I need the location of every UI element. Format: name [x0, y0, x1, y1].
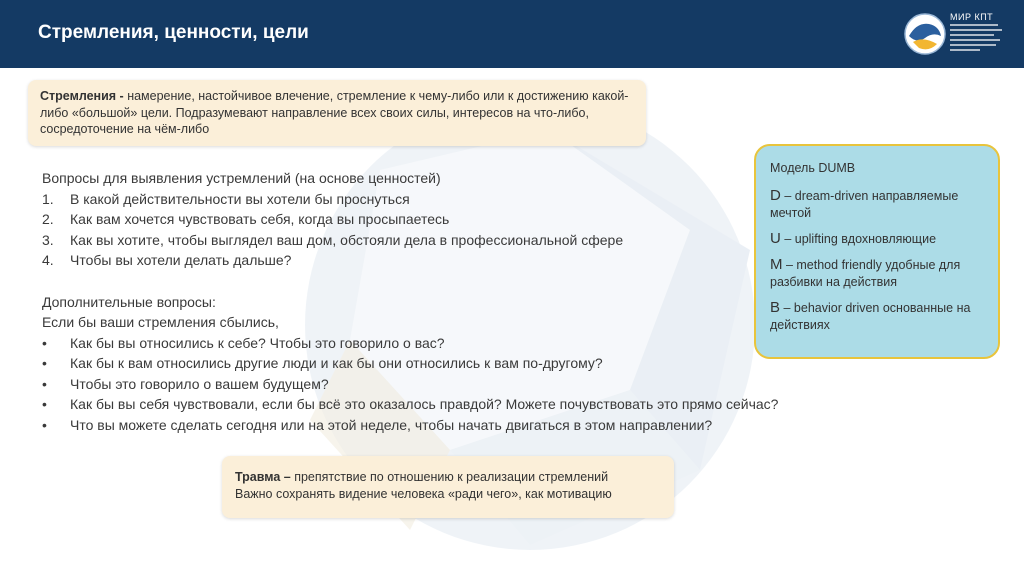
- logo-subtitle-lines: [950, 24, 1002, 54]
- definition-text: намерение, настойчивое влечение, стремление к чему-либо или к достижению какой-либо «большой» цели. Подразумевают направление всех своих силы, интересов на что-либо, сосредоточение на чём-либо: [40, 89, 629, 136]
- bullet: •: [42, 416, 47, 433]
- list-item: [42, 333, 802, 354]
- list-item-text: Что вы можете сделать сегодня или на этой неделе, чтобы начать двигаться в этом направлении?: [70, 416, 713, 433]
- bullet: •: [42, 334, 47, 351]
- dumb-letter: D: [770, 187, 781, 204]
- list-item: [42, 353, 802, 374]
- list-item-text: Чтобы это говорило о вашем будущем?: [70, 375, 329, 392]
- dumb-model-box: [754, 144, 1000, 359]
- dumb-item-text: – uplifting вдохновляющие: [780, 232, 937, 246]
- trauma-term: Травма –: [235, 470, 291, 484]
- dumb-letter: U: [770, 230, 781, 247]
- questions-section: [42, 168, 802, 435]
- bullet: •: [42, 355, 47, 371]
- additional-subheading: Если бы ваши стремления сбылись,: [42, 314, 279, 330]
- bullet: •: [42, 375, 47, 392]
- list-item: [42, 209, 802, 230]
- dumb-item-text: – behavior driven основанные на действиях: [770, 301, 971, 332]
- dumb-item-text: – dream-driven направляемые мечтой: [770, 189, 959, 220]
- globe-logo-icon: [903, 12, 947, 56]
- list-item: [42, 250, 802, 271]
- list-item: [42, 230, 802, 251]
- header-bar: [0, 0, 1024, 68]
- questions-heading: Вопросы для выявления устремлений (на основе ценностей): [42, 170, 441, 186]
- list-item: [42, 374, 802, 395]
- definition-box: [28, 80, 646, 146]
- questions-list: [42, 189, 802, 271]
- dumb-item-m: [770, 256, 984, 291]
- dumb-item-u: [770, 230, 984, 248]
- additional-list: [42, 333, 802, 436]
- list-item: [42, 415, 802, 436]
- trauma-box: [222, 456, 674, 518]
- list-number: 1.: [42, 190, 54, 207]
- list-item-text: Чтобы вы хотели делать дальше?: [70, 252, 292, 268]
- trauma-text: препятствие по отношению к реализации стремлений: [290, 470, 609, 484]
- additional-heading: Дополнительные вопросы:: [42, 293, 216, 310]
- list-item-text: Как бы вы себя чувствовали, если бы всё это оказалось правдой? Можете почувствовать это прямо сейчас?: [70, 396, 779, 412]
- list-item: [42, 394, 802, 415]
- dumb-letter: B: [770, 299, 781, 316]
- dumb-item-text: – method friendly удобные для разбивки на действия: [770, 258, 961, 289]
- trauma-line-2: Важно сохранять видение человека «ради чего», как мотивацию: [235, 487, 612, 501]
- trauma-line-1: [235, 469, 661, 486]
- list-item-text: В какой действительности вы хотели бы проснуться: [70, 190, 410, 207]
- page-title: Стремления, ценности, цели: [38, 22, 309, 43]
- dumb-letter: M: [770, 256, 783, 273]
- list-item: [42, 189, 802, 210]
- dumb-item-d: [770, 187, 984, 222]
- list-item-text: Как бы вы относились к себе? Чтобы это говорило о вас?: [70, 334, 445, 351]
- logo-name: МИР КПТ: [950, 12, 994, 22]
- list-number: 4.: [42, 252, 54, 268]
- list-item-text: Как вам хочется чувствовать себя, когда вы просыпаетесь: [70, 211, 450, 227]
- list-number: 3.: [42, 231, 54, 248]
- list-item-text: Как вы хотите, чтобы выглядел ваш дом, обстояли дела в профессиональной сфере: [70, 231, 624, 248]
- bullet: •: [42, 396, 47, 412]
- definition-term: Стремления -: [40, 89, 124, 103]
- dumb-item-b: [770, 299, 984, 334]
- list-item-text: Как бы к вам относились другие люди и как бы они относились к вам по-другому?: [70, 355, 603, 371]
- dumb-title: Модель DUMB: [770, 161, 856, 175]
- list-number: 2.: [42, 211, 54, 227]
